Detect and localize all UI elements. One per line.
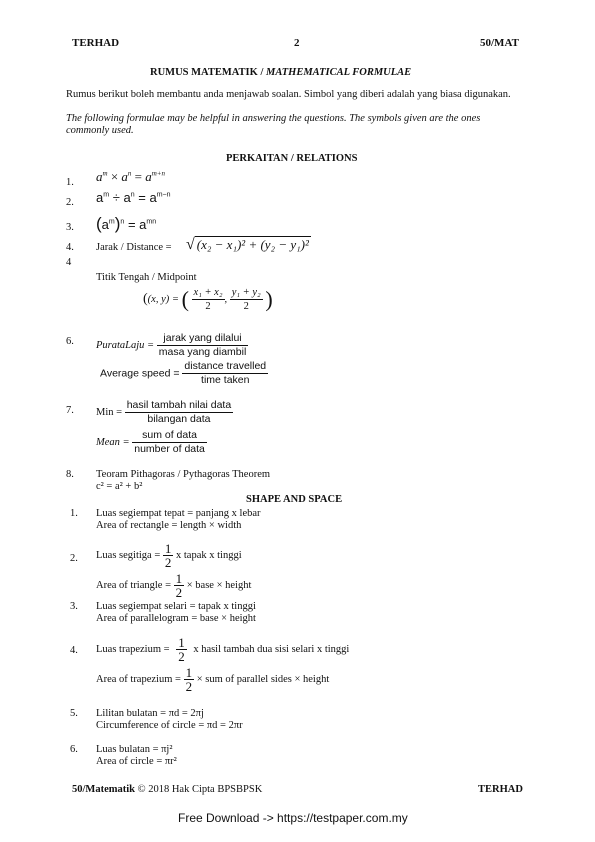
frac-den: time taken xyxy=(201,374,250,386)
footer-copyright: © 2018 Hak Cipta BPSBPSK xyxy=(135,784,263,795)
shape-num-3: 3. xyxy=(70,601,78,612)
rel-num-6: 6. xyxy=(66,336,74,347)
triangle-english xyxy=(96,572,251,599)
circumference-english: Circumference of circle = πd = 2πr xyxy=(96,720,243,731)
exp: mn xyxy=(146,218,157,226)
op: = xyxy=(138,190,146,205)
shape-num-1: 1. xyxy=(70,508,78,519)
term: a xyxy=(149,190,157,205)
footer-right: TERHAD xyxy=(478,784,523,795)
rel-num-7: 7. xyxy=(66,405,74,416)
mean-formula-english xyxy=(96,429,207,456)
frac-num: distance travelled xyxy=(184,360,267,372)
frac-num: 1 xyxy=(164,541,172,556)
shape-num-6: 6. xyxy=(70,744,78,755)
midpoint-label: Titik Tengah / Midpoint xyxy=(96,272,197,283)
circle-area-malay: Luas bulatan = πj² xyxy=(96,744,173,755)
midpoint-lhs: (x, y) = xyxy=(147,293,179,305)
term: a xyxy=(123,190,131,205)
frac-num: jarak yang dilalui xyxy=(157,332,249,346)
triangle-pre-english: Area of triangle = xyxy=(96,580,172,591)
frac-num: 1 xyxy=(185,665,193,680)
term: a xyxy=(96,169,103,184)
midpoint-formula: ((x, y) = ( $\frac{\text{x₁ + x₂}}{2}$ , $\frac{\text{y₁ + y₂}}{2}$ ) xyxy=(143,286,273,312)
parallelogram-english: Area of parallelogram = base × height xyxy=(96,613,256,624)
distance-expr: (x₂ − x₁)² + (y₂ − y₁)² xyxy=(196,237,309,252)
frac-num: sum of data xyxy=(132,429,207,443)
trapezium-post-english: × sum of parallel sides × height xyxy=(196,674,330,685)
shape-num-5: 5. xyxy=(70,708,78,719)
intro-malay: Rumus berikut boleh membantu anda menjawab soalan. Simbol yang diberi adalah yang biasa digunakan. xyxy=(66,89,511,100)
page-number: 2 xyxy=(294,37,300,49)
rel-num-3: 3. xyxy=(66,222,74,233)
term: a xyxy=(139,217,147,232)
triangle-post-english: × base × height xyxy=(186,580,252,591)
rel-formula-2 xyxy=(96,190,171,205)
exp: m xyxy=(108,218,115,226)
pythagoras-formula: c² = a² + b² xyxy=(96,481,143,492)
frac-den: masa yang diambil xyxy=(158,346,247,358)
frac-num: 1 xyxy=(175,571,183,586)
exp: n xyxy=(130,191,135,199)
frac-den: 2 xyxy=(175,585,183,600)
download-link[interactable]: Free Download -> https://testpaper.com.my xyxy=(178,811,408,825)
frac-den: 2 xyxy=(178,649,185,664)
intro-english: The following formulae may be helpful in answering the questions. The symbols given are the ones commonly used. xyxy=(66,113,481,136)
circumference-malay: Lilitan bulatan = πd = 2πj xyxy=(96,708,204,719)
frac-num: 1 xyxy=(178,635,185,650)
rel-num-2: 2. xyxy=(66,197,74,208)
title-main: RUMUS MATEMATIK / xyxy=(150,67,266,78)
rectangle-english: Area of rectangle = length × width xyxy=(96,520,242,531)
shape-num-2: 2. xyxy=(70,553,78,564)
distance-label: Jarak / Distance = xyxy=(96,242,172,253)
exp: n xyxy=(127,169,132,178)
frac-num: x₁ + x₂ xyxy=(193,287,223,298)
footer-left xyxy=(72,784,262,795)
trapezium-english xyxy=(96,666,329,693)
exp: m−n xyxy=(156,191,171,199)
op: = xyxy=(134,169,142,184)
trapezium-pre: Luas trapezium = xyxy=(96,644,170,655)
shape-heading: SHAPE AND SPACE xyxy=(246,494,343,505)
mean-formula-malay xyxy=(96,399,233,426)
speed-lhs: PurataLaju = xyxy=(96,340,155,351)
circle-area-english: Area of circle = πr² xyxy=(96,756,177,767)
triangle-post: x tapak x tinggi xyxy=(176,550,242,561)
term: a xyxy=(96,190,104,205)
frac-num: hasil tambah nilai data xyxy=(126,399,232,411)
rel-num-1: 1. xyxy=(66,177,74,188)
footer-subject: 50/Matematik xyxy=(72,784,135,795)
header-right: 50/MAT xyxy=(480,37,519,49)
exp: m+n xyxy=(151,169,166,178)
mean-lhs: Min = xyxy=(96,407,123,418)
page-title xyxy=(150,67,411,78)
pythagoras-label: Teoram Pithagoras / Pythagoras Theorem xyxy=(96,469,271,480)
frac-den: 2 xyxy=(164,555,172,570)
triangle-pre: Luas segitiga = xyxy=(96,550,161,561)
rel-num-4: 4. xyxy=(66,242,74,253)
frac-num: y₁ + y₂ xyxy=(231,287,261,298)
header-left: TERHAD xyxy=(72,37,120,49)
rel-formula-1 xyxy=(96,169,165,185)
trapezium-pre-english: Area of trapezium = xyxy=(96,674,181,685)
relations-heading: PERKAITAN / RELATIONS xyxy=(226,153,358,164)
frac-den: bilangan data xyxy=(147,413,211,425)
speed-formula-malay xyxy=(96,332,248,359)
parallelogram-malay: Luas segiempat selari = tapak x tinggi xyxy=(96,601,256,612)
exp: m xyxy=(103,191,110,199)
distance-formula: √ (x₂ − x₁)² + (y₂ − y₁)² xyxy=(186,236,309,253)
op: × xyxy=(110,169,119,184)
frac-den: 2 xyxy=(185,679,193,694)
exp: n xyxy=(120,218,125,226)
speed-lhs-english: Average speed = xyxy=(100,367,180,380)
op: = xyxy=(127,217,136,232)
term: a xyxy=(121,169,128,184)
frac-den: 2 xyxy=(205,301,211,312)
frac-den: number of data xyxy=(134,443,205,455)
rel-num-5: 4 xyxy=(66,257,72,268)
rel-formula-3: $(a^m)^n = a^{mn}$ xyxy=(96,214,157,233)
rectangle-malay: Luas segiempat tepat = panjang x lebar xyxy=(96,508,261,519)
speed-formula-english xyxy=(100,360,268,387)
trapezium-malay xyxy=(96,636,349,663)
frac-den: 2 xyxy=(243,301,249,312)
shape-num-4: 4. xyxy=(70,645,78,656)
triangle-malay xyxy=(96,542,242,569)
term: a xyxy=(145,169,152,184)
title-italic: MATHEMATICAL FORMULAE xyxy=(265,67,412,78)
rel-num-8: 8. xyxy=(66,469,74,480)
mean-lhs-english: Mean = xyxy=(96,437,130,448)
op: ÷ xyxy=(112,190,120,205)
term: a xyxy=(101,217,109,232)
exp: m xyxy=(102,169,108,178)
trapezium-post: x hasil tambah dua sisi selari x tinggi xyxy=(193,644,350,655)
